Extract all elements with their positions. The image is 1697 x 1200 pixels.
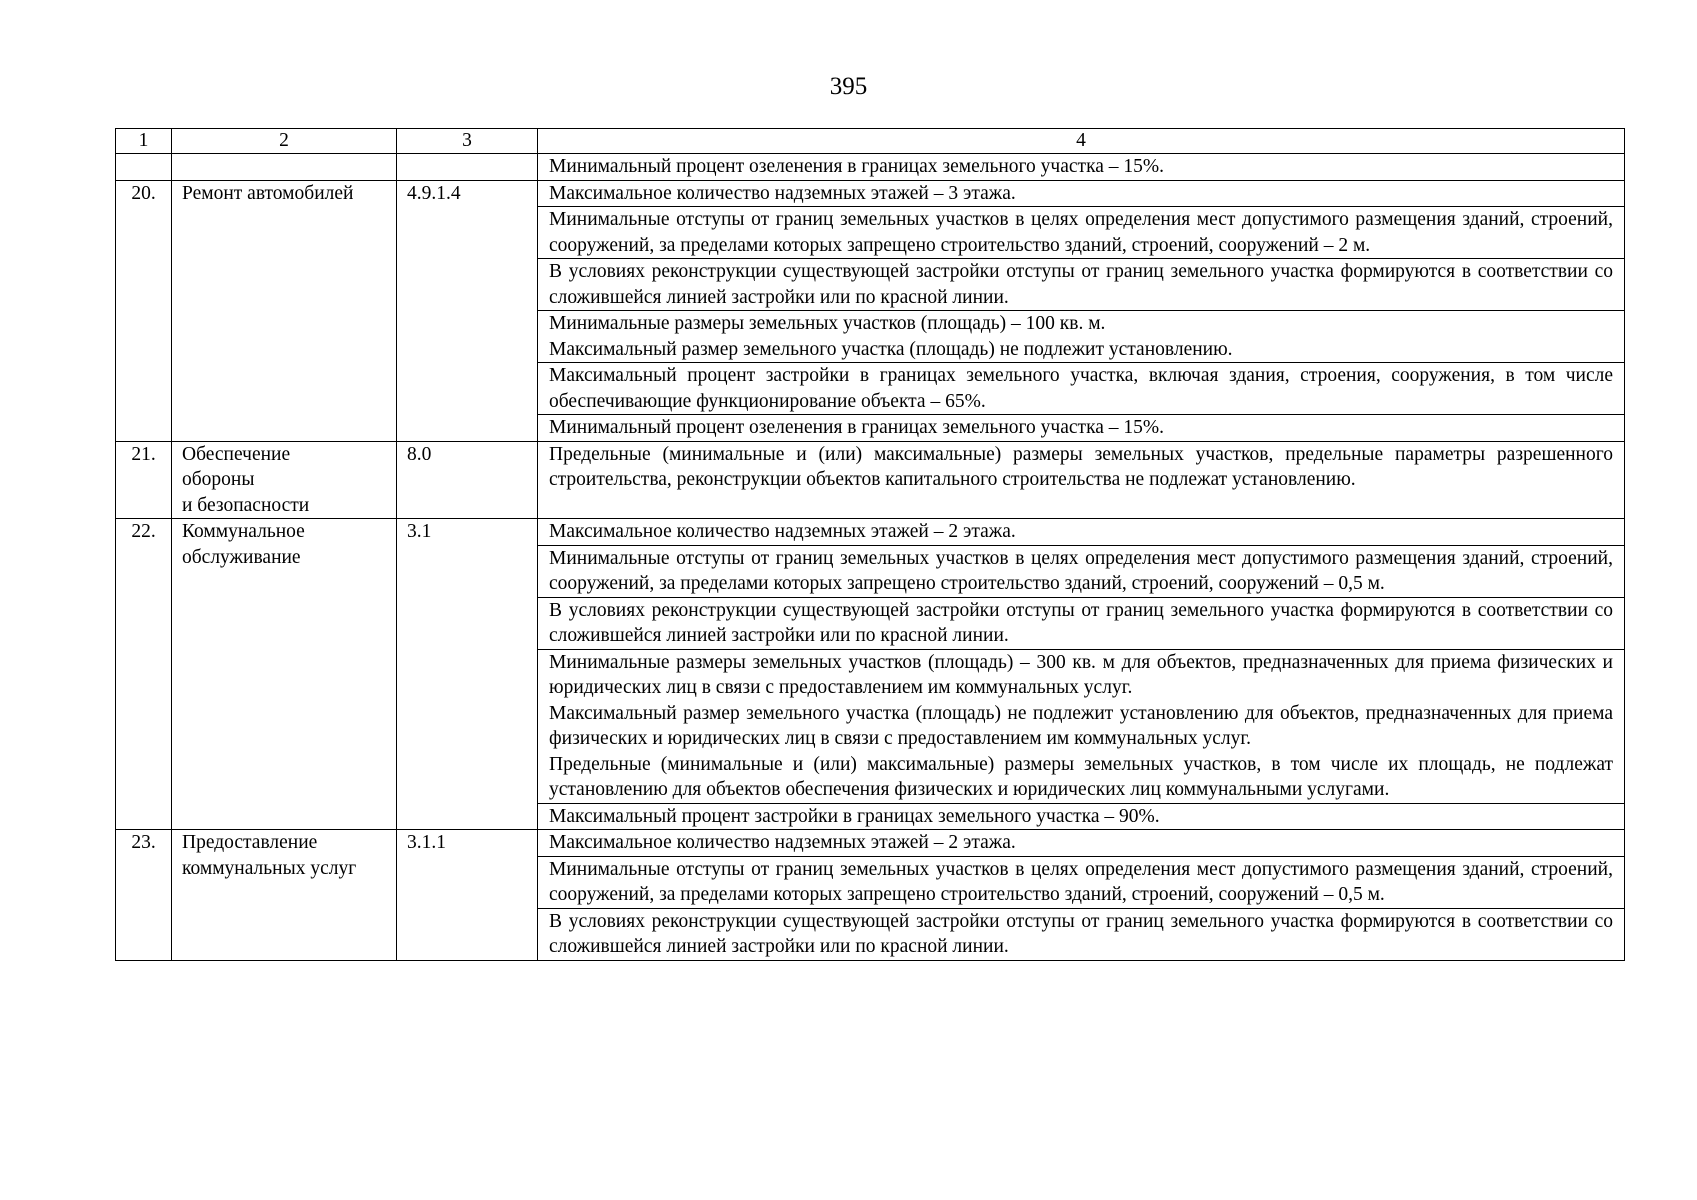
table-row [116,441,1625,519]
column-header: 1 [116,129,172,154]
column-header: 4 [538,129,1625,154]
table-header-row [116,129,1625,154]
use-name-cell [172,830,397,961]
regulations-table [115,128,1625,961]
parameter-cell: Максимальное количество надземных этажей – 3 этажа. [538,180,1625,207]
parameter-cell: Максимальное количество надземных этажей – 2 этажа. [538,830,1625,857]
use-name-line: коммунальных услуг [182,857,357,879]
column-header: 3 [397,129,538,154]
use-code-cell: 4.9.1.4 [397,180,538,441]
parameter-cell: Максимальный процент застройки в границах земельного участка, включая здания, строения, сооружения, в том числе обеспечивающие функционирование объекта – 65%. [538,363,1625,415]
use-name-line: обслуживание [182,546,301,568]
parameter-line: Максимальный размер земельного участка (площадь) не подлежит установлению для объектов, предназначенных для приема физических и юридических лиц в связи с предоставлением им коммунальных услуг. [549,702,1613,749]
parameter-cell: Минимальный процент озеленения в границах земельного участка – 15%. [538,154,1625,181]
row-number-cell: 21. [116,441,172,519]
parameter-line: Минимальные размеры земельных участков (площадь) – 100 кв. м. [549,313,1106,334]
parameter-cell: В условиях реконструкции существующей застройки отступы от границ земельного участка формируются в соответствии со сложившейся линией застройки или по красной линии. [538,908,1625,960]
use-code-cell: 3.1.1 [397,830,538,961]
page-number: 395 [829,73,868,100]
parameter-line: Максимальный размер земельного участка (площадь) не подлежит установлению. [549,338,1233,360]
use-name-line: обороны [182,469,255,490]
parameter-cell: Минимальные отступы от границ земельных участков в целях определения мест допустимого размещения зданий, строений, сооружений, за пределами которых запрещено строительство зданий, строений, сооружений – 0,5 м. [538,856,1625,908]
parameter-cell: Минимальные отступы от границ земельных участков в целях определения мест допустимого размещения зданий, строений, сооружений, за пределами которых запрещено строительство зданий, строений, сооружений – 2 м. [538,207,1625,259]
parameter-line: Минимальные размеры земельных участков (площадь) – 300 кв. м для объектов, предназначенных для приема физических и юридических лиц в связи с предоставлением им коммунальных услуг. [549,651,1613,698]
use-name-cell: Ремонт автомобилей [172,180,397,441]
parameter-cell: Предельные (минимальные и (или) максимальные) размеры земельных участков, предельные параметры разрешенного строительства, реконструкции объектов капитального строительства не подлежат установлению. [538,441,1625,519]
parameter-cell: В условиях реконструкции существующей застройки отступы от границ земельного участка формируются в соответствии со сложившейся линией застройки или по красной линии. [538,597,1625,649]
table-row [116,830,1625,857]
parameter-cell: Максимальный процент застройки в границах земельного участка – 90%. [538,803,1625,830]
use-name-line: Коммунальное [182,521,305,542]
parameter-cell: Минимальный процент озеленения в границах земельного участка – 15%. [538,415,1625,442]
parameter-cell: В условиях реконструкции существующей застройки отступы от границ земельного участка формируются в соответствии со сложившейся линией застройки или по красной линии. [538,259,1625,311]
use-name-cell [172,441,397,519]
parameter-line: Предельные (минимальные и (или) максимальные) размеры земельных участков, в том числе их площадь, не подлежат установлению для объектов обеспечения физических и юридических лиц коммунальными услугами. [549,753,1613,800]
parameter-cell: Максимальное количество надземных этажей – 2 этажа. [538,519,1625,546]
use-code-cell: 8.0 [397,441,538,519]
row-number-cell: 22. [116,519,172,830]
row-number-cell: 20. [116,180,172,441]
table-row [116,180,1625,207]
use-code-cell: 3.1 [397,519,538,830]
use-name-cell [172,519,397,830]
column-header: 2 [172,129,397,154]
row-number-cell [116,154,172,181]
parameter-cell: Минимальные отступы от границ земельных участков в целях определения мест допустимого размещения зданий, строений, сооружений, за пределами которых запрещено строительство зданий, строений, сооружений – 0,5 м. [538,545,1625,597]
row-number-cell: 23. [116,830,172,961]
use-name-line: Обеспечение [182,443,291,465]
table-row [116,519,1625,546]
use-code-cell [397,154,538,181]
parameter-cell [538,311,1625,363]
table-row [116,154,1625,181]
parameter-cell [538,649,1625,803]
use-name-line: и безопасности [182,494,310,516]
use-name-cell [172,154,397,181]
use-name-line: Предоставление [182,832,318,853]
